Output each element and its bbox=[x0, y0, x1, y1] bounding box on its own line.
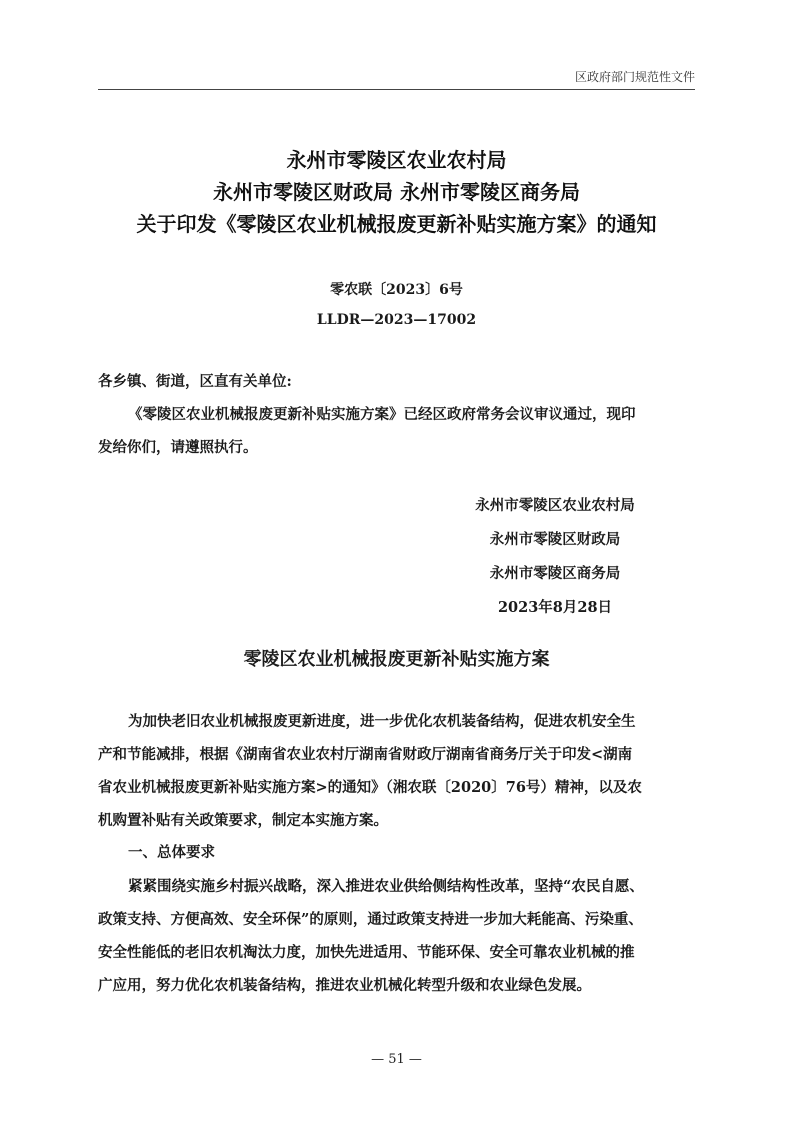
issuer-name: 永州市零陵区财政局 bbox=[489, 531, 621, 548]
notice-title bbox=[98, 144, 695, 240]
section-paragraph-line: 紧紧围绕实施乡村振兴战略，深入推进农业供给侧结构性改革，坚持“农民自愿、 bbox=[128, 878, 644, 895]
signature-block bbox=[430, 489, 680, 625]
header-divider bbox=[98, 89, 695, 90]
document-number: 零农联〔2023〕6号 bbox=[330, 282, 463, 298]
document-category-label: 区政府部门规范性文件 bbox=[574, 70, 695, 84]
section-paragraph-line: 广应用，努力优化农机装备结构，推进农业机械化转型升级和农业绿色发展。 bbox=[98, 977, 591, 994]
issue-date: 2023年8月28日 bbox=[497, 599, 613, 616]
plan-intro-line: 机购置补贴有关政策要求，制定本实施方案。 bbox=[98, 812, 388, 829]
plan-intro-line: 为加快老旧农业机械报废更新进度，进一步优化农机装备结构，促进农机安全生 bbox=[128, 713, 636, 730]
plan-intro-line: 产和节能减排，根据《湖南省农业农村厅湖南省财政厅湖南省商务厅关于印发<湖南 bbox=[98, 746, 633, 763]
plan-body bbox=[98, 705, 658, 1002]
notice-body bbox=[98, 365, 658, 464]
plan-intro-line: 省农业机械报废更新补贴实施方案>的通知》（湘农联〔2020〕76号）精神，以及农 bbox=[98, 779, 642, 796]
registration-number: LLDR—2023—17002 bbox=[316, 312, 477, 328]
issuer-name: 永州市零陵区商务局 bbox=[489, 565, 621, 582]
notice-paragraph-line: 《零陵区农业机械报废更新补贴实施方案》已经区政府常务会议审议通过，现印 bbox=[128, 406, 636, 423]
section-paragraph-line: 政策支持、方便高效、安全环保”的原则，通过政策支持进一步加大耗能高、污染重、 bbox=[98, 911, 643, 928]
page-number: — 51 — bbox=[371, 1052, 422, 1067]
issuer-name: 永州市零陵区农业农村局 bbox=[475, 497, 635, 514]
notice-title-line: 永州市零陵区财政局 永州市零陵区商务局 bbox=[213, 180, 580, 204]
notice-title-line: 关于印发《零陵区农业机械报废更新补贴实施方案》的通知 bbox=[136, 212, 657, 236]
notice-paragraph-line: 发给你们，请遵照执行。 bbox=[98, 439, 258, 456]
section-paragraph-line: 安全性能低的老旧农机淘汰力度，加快先进适用、节能环保、安全可靠农业机械的推 bbox=[98, 944, 635, 961]
notice-title-line: 永州市零陵区农业农村局 bbox=[286, 148, 507, 172]
plan-title: 零陵区农业机械报废更新补贴实施方案 bbox=[243, 649, 550, 670]
salutation: 各乡镇、街道，区直有关单位: bbox=[98, 373, 292, 390]
section-heading: 一、总体要求 bbox=[128, 845, 215, 861]
